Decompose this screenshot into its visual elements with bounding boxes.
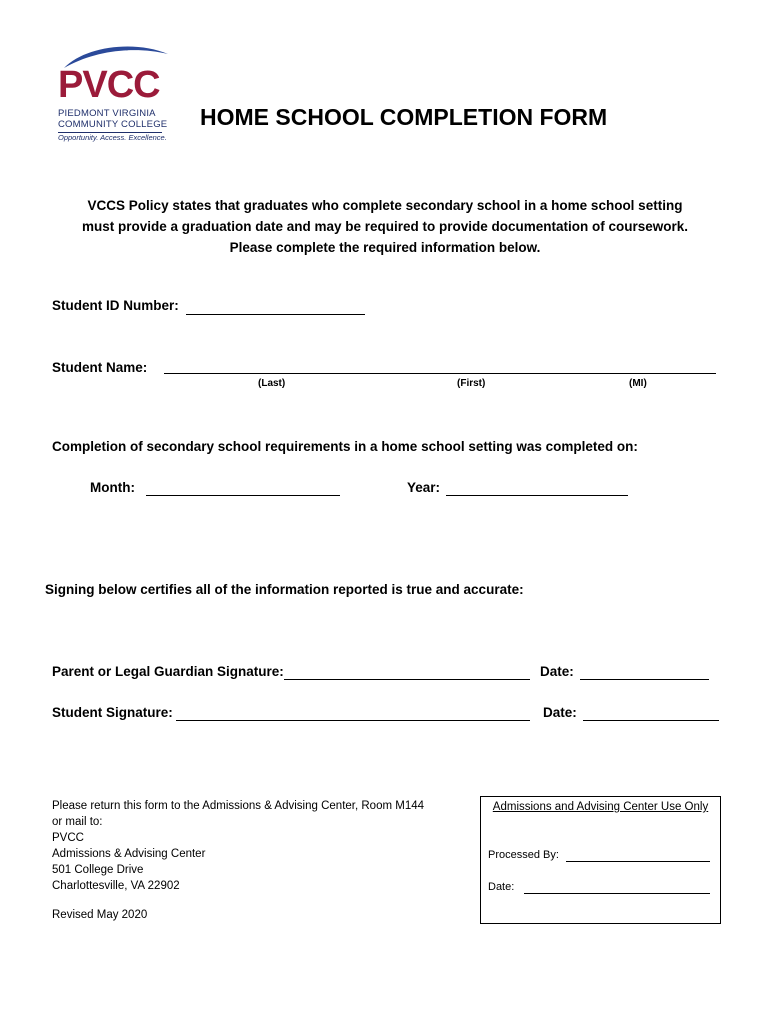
logo-line-1: PIEDMONT VIRGINIA <box>58 108 156 119</box>
mail-org: PVCC <box>52 832 84 844</box>
student-date-label: Date: <box>543 705 577 720</box>
logo-line-2: COMMUNITY COLLEGE <box>58 119 168 130</box>
form-title: HOME SCHOOL COMPLETION FORM <box>200 104 608 130</box>
student-name-field[interactable] <box>164 373 716 374</box>
logo-wordmark: PVCC <box>58 64 160 106</box>
student-id-label: Student ID Number: <box>52 298 179 313</box>
year-label: Year: <box>407 480 441 495</box>
office-use-title: Admissions and Advising Center Use Only <box>492 801 709 813</box>
guardian-date-field[interactable] <box>580 679 709 680</box>
return-line-1: Please return this form to the Admissions & Advising Center, Room M144 <box>52 800 425 812</box>
pvcc-logo <box>50 40 170 150</box>
processed-by-field[interactable] <box>566 861 710 862</box>
logo-tagline: Opportunity. Access. Excellence. <box>58 133 167 142</box>
intro-line-2: must provide a graduation date and may be required to provide documentation of coursework. <box>81 219 689 234</box>
office-date-field[interactable] <box>524 893 710 894</box>
guardian-signature-field[interactable] <box>284 679 530 680</box>
month-label: Month: <box>90 480 135 495</box>
intro-line-1: VCCS Policy states that graduates who complete secondary school in a home school setting <box>87 198 683 213</box>
year-field[interactable] <box>446 495 628 496</box>
intro-paragraph <box>60 195 710 258</box>
guardian-signature-label: Parent or Legal Guardian Signature: <box>52 664 284 679</box>
month-field[interactable] <box>146 495 340 496</box>
return-instructions <box>52 798 424 894</box>
completion-statement: Completion of secondary school requirements in a home school setting was completed on: <box>52 439 638 454</box>
student-date-field[interactable] <box>583 720 719 721</box>
student-name-label: Student Name: <box>52 360 148 375</box>
guardian-date-label: Date: <box>540 664 574 679</box>
intro-line-3: Please complete the required information below. <box>229 240 541 255</box>
student-signature-label: Student Signature: <box>52 705 173 720</box>
student-id-field[interactable] <box>186 314 365 315</box>
name-first-caption: (First) <box>457 378 486 389</box>
certify-statement: Signing below certifies all of the information reported is true and accurate: <box>45 582 524 597</box>
student-signature-field[interactable] <box>176 720 530 721</box>
revision-date: Revised May 2020 <box>52 909 148 921</box>
office-date-label: Date: <box>488 881 515 893</box>
mail-street: 501 College Drive <box>52 864 144 876</box>
mail-city: Charlottesville, VA 22902 <box>52 880 180 892</box>
office-use-box <box>480 796 721 924</box>
return-line-2: or mail to: <box>52 816 103 828</box>
name-last-caption: (Last) <box>258 378 286 389</box>
logo-college-name <box>58 108 167 130</box>
mail-department: Admissions & Advising Center <box>52 848 206 860</box>
name-mi-caption: (MI) <box>629 378 647 389</box>
processed-by-label: Processed By: <box>488 849 559 861</box>
